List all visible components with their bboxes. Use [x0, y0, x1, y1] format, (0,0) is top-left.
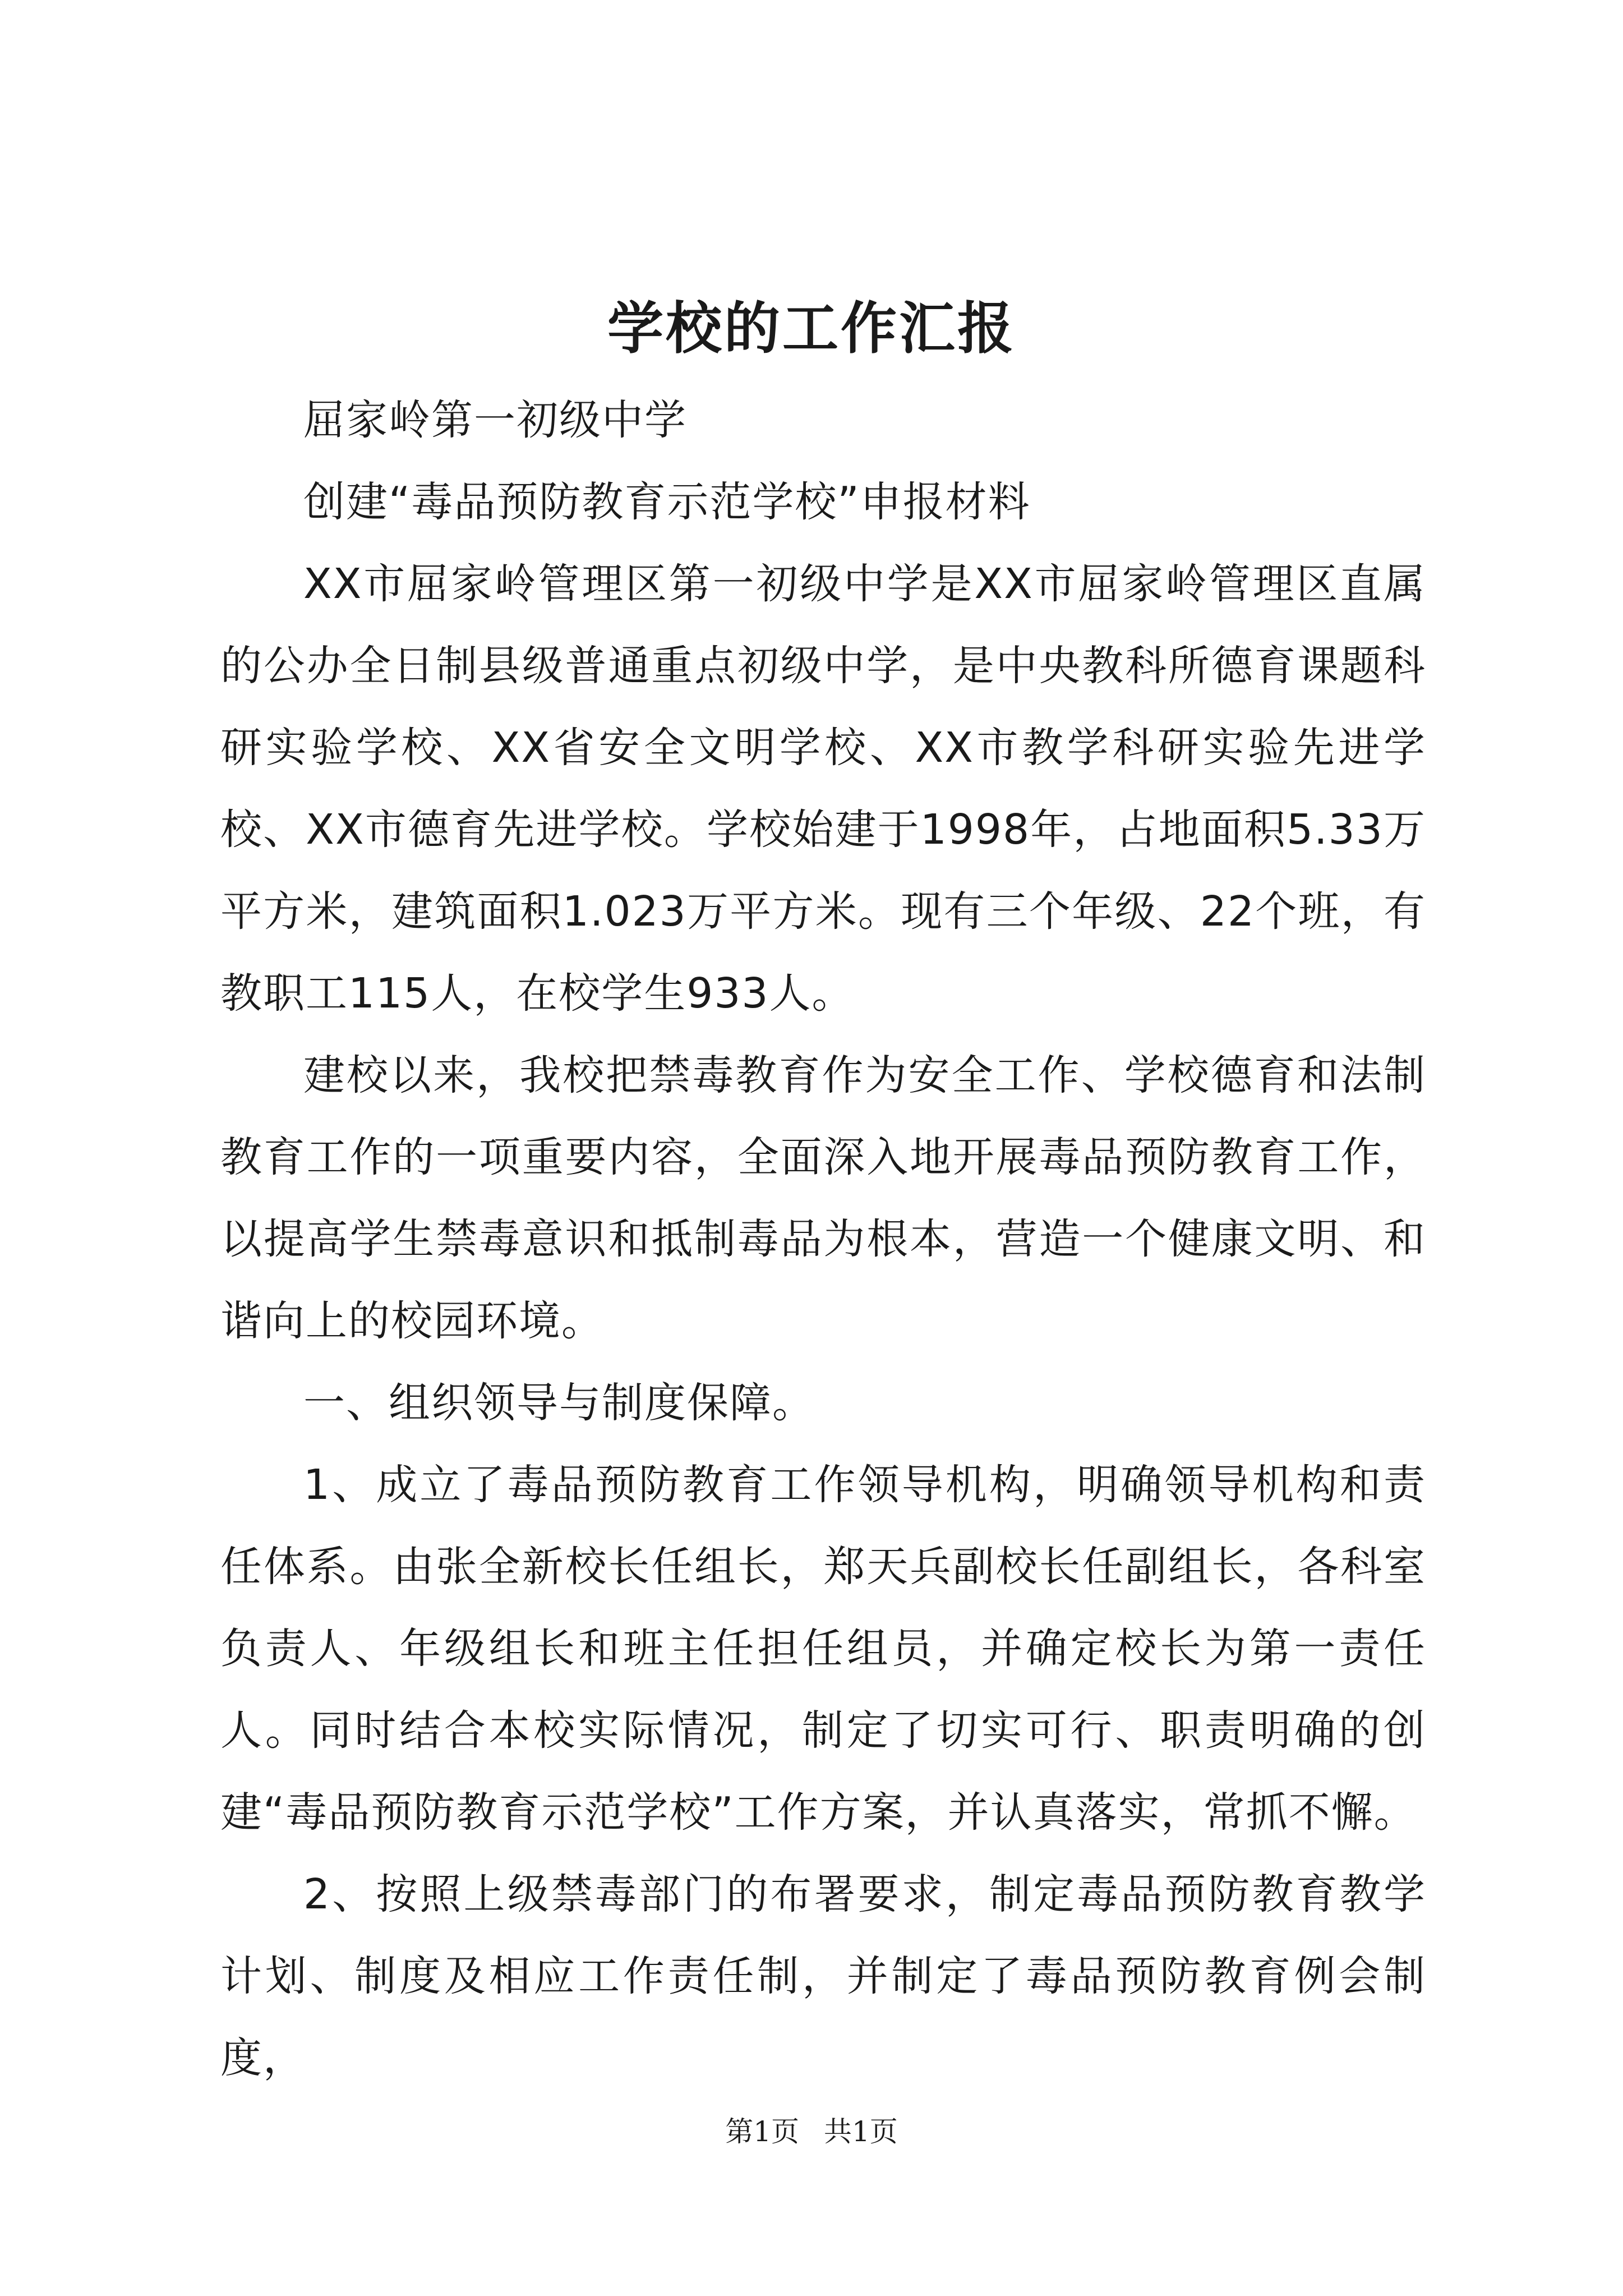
page-footer: [0, 2112, 1623, 2151]
subtitle-line: 创建“毒品预防教育示范学校”申报材料: [303, 478, 1031, 526]
page-number: 第1页: [725, 2115, 800, 2148]
document-title: 学校的工作汇报: [607, 295, 1016, 361]
page-total: 共1页: [823, 2115, 898, 2148]
section-heading: 一、组织领导与制度保障。: [303, 1379, 815, 1427]
body-paragraph: 2、按照上级禁毒部门的布署要求，制定毒品预防教育教学计划、制度及相应工作责任制，并制定了毒品预防教育例会制度，: [220, 1870, 1426, 2082]
author-line: 屈家岭第一初级中学: [303, 396, 687, 444]
body-paragraph: 建校以来，我校把禁毒教育作为安全工作、学校德育和法制教育工作的一项重要内容，全面深入地开展毒品预防教育工作，以提高学生禁毒意识和抵制毒品为根本，营造一个健康文明、和谐向上的校园环境。: [220, 1051, 1426, 1345]
body-paragraph: 1、成立了毒品预防教育工作领导机构，明确领导机构和责任体系。由张全新校长任组长，郑天兵副校长任副组长，各科室负责人、年级组长和班主任担任组员，并确定校长为第一责任人。同时结合本校实际情况，制定了切实可行、职责明确的创建“毒品预防教育示范学校”工作方案，并认真落实，常抓不懈。: [220, 1461, 1426, 1837]
document-body: [220, 379, 1426, 2099]
body-paragraph: XX市屈家岭管理区第一初级中学是XX市屈家岭管理区直属的公办全日制县级普通重点初级中学，是中央教科所德育课题科研实验学校、XX省安全文明学校、XX市教学科研实验先进学校、XX市德育先进学校。学校始建于1998年，占地面积5.33万平方米，建筑面积1.023万平方米。现有三个年级、22个班，有教职工115人，在校学生933人。: [220, 560, 1426, 1018]
